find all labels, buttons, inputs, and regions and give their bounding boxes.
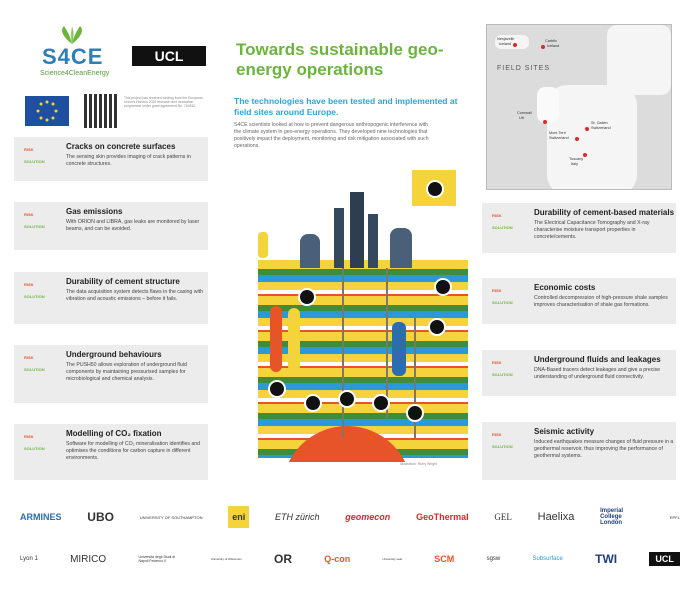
partner-logo: EPFL bbox=[669, 514, 680, 520]
site-label: Cornwall bbox=[517, 111, 532, 115]
site-label: Nesjavellir bbox=[497, 37, 515, 41]
solution-label: SOLUTION bbox=[492, 225, 513, 230]
partner-logo: UBO bbox=[87, 510, 114, 524]
partner-logo: GeoThermal bbox=[416, 512, 469, 522]
risk-card bbox=[14, 202, 208, 250]
risk-card bbox=[14, 272, 208, 324]
partner-logo: University seal bbox=[382, 557, 403, 561]
map-pin bbox=[541, 45, 545, 49]
solution-label: SOLUTION bbox=[492, 444, 513, 449]
eu-flag-icon bbox=[25, 96, 69, 126]
intro-text: S4CE scientists looked at how to prevent dangerous anthropogenic interference with the climate system in geo-energy operations. They developed nine technologies that positively impact the deployment, monitoring and risk mitigation associated with such operations. bbox=[234, 122, 429, 149]
card-body: DNA-Based tracers detect leakages and give a precise understanding of underground fluid connectivity. bbox=[534, 367, 661, 380]
risk-card bbox=[14, 137, 208, 181]
site-label: Mont Terri bbox=[549, 131, 566, 135]
card-title: Economic costs bbox=[534, 283, 596, 292]
partner-logo: geomecon bbox=[345, 512, 391, 522]
card-title: Underground fluids and leakages bbox=[534, 355, 661, 364]
map-pin bbox=[583, 153, 587, 157]
gauge-icon bbox=[338, 390, 356, 408]
solution-label: SOLUTION bbox=[492, 372, 513, 377]
partner-logo: Università degli Studi di Napoli Federico II bbox=[138, 555, 176, 563]
gauge-icon bbox=[268, 380, 286, 398]
illustration-credit: Illustration: Ruby Wright bbox=[400, 462, 438, 466]
gauge-icon bbox=[298, 288, 316, 306]
risk-label: RISK bbox=[24, 434, 34, 439]
risk-card bbox=[482, 350, 676, 396]
chimney bbox=[350, 192, 364, 268]
card-title: Durability of cement-based materials bbox=[534, 208, 675, 217]
partner-logo: UNIVERSITY OF SOUTHAMPTON bbox=[139, 514, 203, 520]
solution-label: SOLUTION bbox=[24, 294, 45, 299]
pipe bbox=[342, 268, 344, 438]
worker-figure bbox=[392, 322, 406, 376]
partner-logo: sgsw bbox=[486, 556, 501, 562]
solution-label: SOLUTION bbox=[24, 446, 45, 451]
partner-logo: University of Wisconsin bbox=[210, 557, 242, 561]
card-body: With ORION and LIBRA, gas leaks are monitored by laser beams, and can be avoided. bbox=[66, 219, 200, 232]
card-body: The Electrical Capacitance Tomography and X-ray characterise moisture transport properties in concrete/cements. bbox=[534, 220, 650, 240]
partner-logo: SCM bbox=[434, 554, 455, 564]
risk-label: RISK bbox=[24, 147, 34, 152]
gauge-icon bbox=[406, 404, 424, 422]
worker-figure bbox=[270, 306, 282, 372]
map-pin bbox=[513, 43, 517, 47]
site-label: Tuscany bbox=[569, 157, 584, 161]
site-label: Carbfix bbox=[545, 39, 558, 43]
partner-logo: Lyon 1 bbox=[20, 556, 38, 562]
partner-logos-row bbox=[20, 506, 680, 528]
site-label: Iceland bbox=[499, 42, 512, 46]
risk-card bbox=[482, 422, 676, 480]
page-subtitle: The technologies have been tested and implemented at field sites around Europe. bbox=[234, 96, 458, 117]
s4ce-logo bbox=[22, 26, 122, 82]
partner-logo: ETH zürich bbox=[275, 512, 320, 522]
geo-energy-illustration bbox=[238, 168, 468, 462]
site-label: Iceland bbox=[547, 44, 560, 48]
solution-label: SOLUTION bbox=[24, 367, 45, 372]
gauge-icon bbox=[434, 278, 452, 296]
field-sites-map bbox=[486, 24, 672, 190]
risk-card bbox=[482, 278, 676, 324]
chimney bbox=[334, 208, 344, 268]
qr-code bbox=[84, 94, 118, 128]
card-body: The PUSH50 allows exploration of underground fluid components by maintaining pressurised samples for microbiological and chemical analysis. bbox=[66, 362, 187, 382]
site-label: St. Gallen bbox=[591, 121, 608, 125]
card-title: Cracks on concrete surfaces bbox=[66, 142, 176, 151]
partner-logo: Haelixa bbox=[537, 511, 575, 523]
map-pin bbox=[543, 120, 547, 124]
risk-card bbox=[14, 345, 208, 403]
risk-label: RISK bbox=[492, 213, 502, 218]
card-title: Seismic activity bbox=[534, 427, 595, 436]
solution-label: SOLUTION bbox=[24, 159, 45, 164]
risk-card bbox=[14, 424, 208, 480]
funding-note: This project has received funding from the European Union's Horizon 2020 research and innovation programme under grant agreement No. 764810. bbox=[124, 96, 203, 109]
risk-label: RISK bbox=[492, 288, 502, 293]
solution-label: SOLUTION bbox=[24, 224, 45, 229]
card-body: Induced earthquakes measure changes of fluid pressure in a geothermal reservoir, thus improving the performance of geothermal systems. bbox=[534, 439, 674, 459]
risk-label: RISK bbox=[24, 355, 34, 360]
partner-logo: UCL bbox=[649, 552, 680, 566]
site-label: Italy bbox=[571, 162, 578, 166]
partner-logo: MIRICO bbox=[70, 553, 107, 565]
solution-label: SOLUTION bbox=[492, 300, 513, 305]
page-title: Towards sustainable geo-energy operations bbox=[236, 40, 444, 79]
gauge-icon bbox=[304, 394, 322, 412]
card-title: Underground behaviours bbox=[66, 350, 162, 359]
site-label: Switzerland bbox=[549, 136, 569, 140]
card-body: The sensing skin provides imaging of crack patterns in concrete structures. bbox=[66, 154, 191, 167]
map-heading: FIELD SITES bbox=[497, 65, 551, 72]
partner-logo: Subsurface bbox=[532, 556, 563, 562]
card-body: The data acquisition system detects flaws in the casing with vibration and acoustic emissions – before it fails. bbox=[66, 289, 203, 302]
card-body: Controlled decompression of high-pressure shale samples improves characterisation of shale gas formations. bbox=[534, 295, 668, 308]
map-pin bbox=[585, 127, 589, 131]
chimney bbox=[368, 214, 378, 268]
partner-logo: ARMINES bbox=[20, 512, 62, 522]
cooling-tower bbox=[300, 234, 320, 268]
risk-label: RISK bbox=[24, 282, 34, 287]
risk-label: RISK bbox=[492, 360, 502, 365]
worker-figure bbox=[288, 308, 300, 372]
s4ce-wordmark: S4CE bbox=[42, 44, 104, 69]
card-body: Software for modelling of CO₂ mineralisation identifies and optimises the conditions for carbon capture in different environments. bbox=[66, 441, 201, 461]
site-label: Switzerland bbox=[591, 126, 611, 130]
worker-figure bbox=[258, 232, 268, 258]
cooling-tower bbox=[390, 228, 412, 268]
gauge-icon bbox=[428, 318, 446, 336]
partner-logo: TWI bbox=[595, 552, 618, 566]
map-pin bbox=[575, 137, 579, 141]
risk-card bbox=[482, 203, 676, 253]
site-label: UK bbox=[519, 116, 525, 120]
leaf-icon bbox=[52, 26, 92, 44]
partner-logo: GEL bbox=[494, 512, 512, 522]
gauge-icon bbox=[426, 180, 444, 198]
s4ce-tagline: Science4CleanEnergy bbox=[40, 70, 110, 77]
partner-logo: eni bbox=[228, 506, 249, 528]
card-title: Durability of cement structure bbox=[66, 277, 180, 286]
partner-logos-row bbox=[20, 552, 680, 566]
gauge-icon bbox=[372, 394, 390, 412]
ucl-logo: UCL bbox=[132, 46, 206, 66]
risk-label: RISK bbox=[492, 432, 502, 437]
risk-label: RISK bbox=[24, 212, 34, 217]
partner-logo: Imperial College London bbox=[600, 508, 624, 526]
partner-logo: OR bbox=[273, 552, 292, 566]
card-title: Modelling of CO₂ fixation bbox=[66, 429, 162, 438]
card-title: Gas emissions bbox=[66, 207, 123, 216]
partner-logo: Q-con bbox=[324, 554, 351, 564]
